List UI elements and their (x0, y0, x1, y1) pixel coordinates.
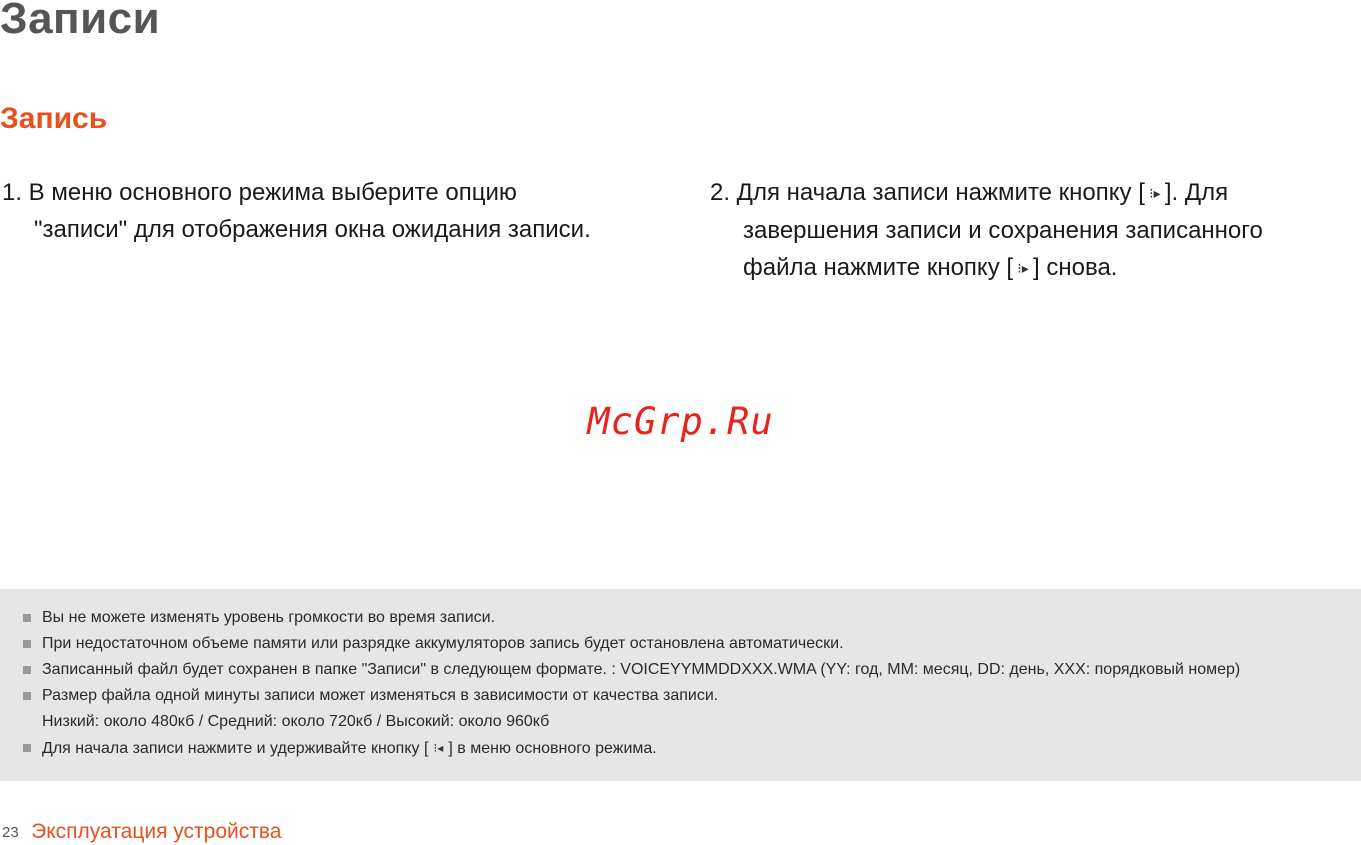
step-2-line-3 (710, 249, 1360, 287)
step-2 (710, 174, 1360, 287)
note-text-start: Для начала записи нажмите и удерживайте кнопку [ (42, 740, 429, 757)
play-button-icon: ⁝▸ (1149, 185, 1161, 201)
square-bullet-icon (23, 614, 31, 622)
page-title: Записи (0, 0, 161, 43)
step-2-line-3-end: ] снова. (1033, 254, 1118, 281)
note-item (22, 683, 1361, 735)
step-2-line-1-start: 2. Для начала записи нажмите кнопку [ (710, 179, 1145, 206)
note-subline: Низкий: около 480кб / Средний: около 720кб / Высокий: около 960кб (42, 713, 550, 730)
play-button-icon: ⁝▸ (1017, 260, 1029, 276)
square-bullet-icon (23, 692, 31, 700)
notes-list (22, 605, 1361, 762)
notes-panel (0, 589, 1361, 781)
note-item (22, 631, 1361, 657)
page-footer (2, 820, 281, 844)
watermark: McGrp.Ru (587, 400, 774, 443)
square-bullet-icon (23, 640, 31, 648)
step-1-line-1: 1. В меню основного режима выберите опцию (2, 179, 517, 206)
note-text: Размер файла одной минуты записи может изменяться в зависимости от качества записи. (42, 687, 719, 704)
step-2-line-1-end: ]. Для (1164, 179, 1229, 206)
menu-button-icon: ⁝◂ (433, 741, 444, 755)
step-1-line-2: "записи" для отображения окна ожидания записи. (34, 216, 591, 243)
square-bullet-icon (23, 744, 31, 752)
note-item (22, 657, 1361, 683)
chapter-label: Эксплуатация устройства (31, 820, 282, 843)
note-text: Вы не можете изменять уровень громкости во время записи. (42, 609, 496, 626)
note-text: Записанный файл будет сохранен в папке "Записи" в следующем формате. : VOICEYYMMDDXXX.WMA (YY: год, MM: месяц, DD: день, XXX: порядковый номер) (42, 661, 1241, 678)
step-2-line-3-start: файла нажмите кнопку [ (743, 254, 1014, 281)
step-1 (2, 174, 682, 248)
note-text-end: ] в меню основного режима. (448, 740, 657, 757)
section-title: Запись (0, 102, 108, 135)
note-item (22, 735, 1361, 762)
page-number: 23 (2, 824, 19, 841)
square-bullet-icon (23, 666, 31, 674)
note-text: При недостаточном объеме памяти или разрядке аккумуляторов запись будет остановлена автоматически. (42, 635, 844, 652)
note-item (22, 605, 1361, 631)
step-2-line-2: завершения записи и сохранения записанного (743, 217, 1263, 244)
